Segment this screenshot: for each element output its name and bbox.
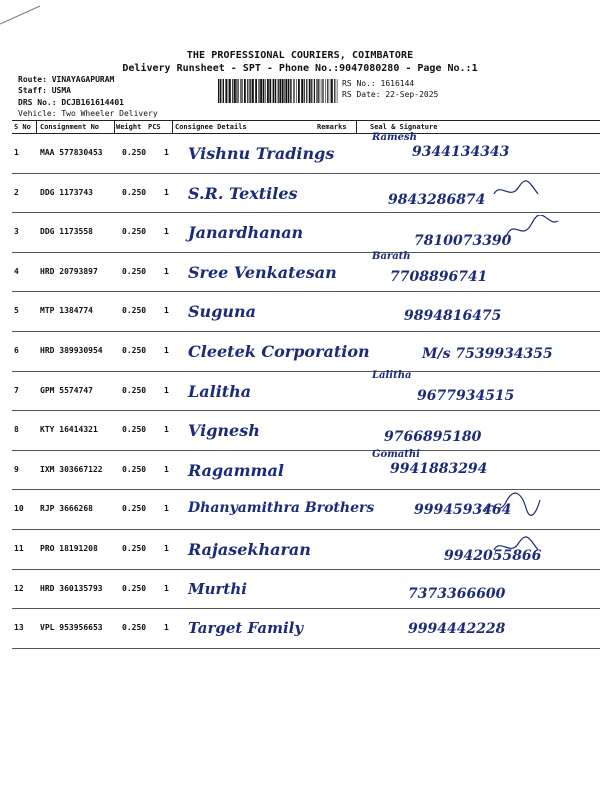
serial-number: 11 <box>14 543 24 553</box>
serial-number: 3 <box>14 227 19 237</box>
receiver-phone-handwritten: 9344134343 <box>412 144 510 160</box>
receiver-signature: Lalitha <box>372 369 412 381</box>
pieces-count: 1 <box>164 543 169 553</box>
barcode-bar <box>258 79 259 103</box>
consignee-handwritten: Janardhanan <box>188 223 304 243</box>
barcode-bar <box>236 79 237 103</box>
table-header <box>12 121 600 134</box>
col-consignee: Consignee Details <box>175 123 247 131</box>
consignment-number: HRD 360135793 <box>40 583 103 593</box>
barcode-bar <box>334 79 335 103</box>
barcode-bar <box>293 79 294 103</box>
consignment-number: MAA 577830453 <box>40 148 103 157</box>
signature-scribble <box>492 176 552 206</box>
drs-number: DRS No.: DCJB161614401 <box>18 98 124 107</box>
serial-number: 9 <box>14 464 19 474</box>
col-seal-signature: Seal & Signature <box>370 123 438 131</box>
consignment-number: HRD 389930954 <box>40 345 103 355</box>
table-row <box>12 411 600 451</box>
barcode-bar <box>284 79 285 103</box>
barcode-bar <box>222 79 223 103</box>
table-row <box>12 134 600 174</box>
table-row <box>12 448 600 491</box>
route-label: Route: VINAYAGAPURAM <box>18 75 115 84</box>
signature-scribble <box>482 374 542 404</box>
signature-scribble <box>492 294 552 324</box>
weight-value: 0.250 <box>122 345 147 355</box>
barcode-bar <box>290 79 291 103</box>
receiver-signature: Barath <box>372 250 411 262</box>
consignee-handwritten: Cleetek Corporation <box>188 341 370 361</box>
pieces-count: 1 <box>164 504 169 514</box>
pieces-count: 1 <box>164 345 169 355</box>
barcode-bar <box>321 79 322 103</box>
signature-scribble <box>492 413 552 443</box>
consignment-number: DDG 1173743 <box>40 187 93 197</box>
table-row <box>12 213 600 253</box>
serial-number: 2 <box>14 187 19 197</box>
barcode-bar <box>304 79 305 103</box>
consignee-handwritten: S.R. Textiles <box>188 183 298 203</box>
signature-scribble <box>482 611 542 641</box>
serial-number: 6 <box>14 345 19 355</box>
document-subtitle: Delivery Runsheet - SPT - Phone No.:9047080280 - Page No.:1 <box>122 63 478 74</box>
table-row <box>12 570 600 610</box>
weight-value: 0.250 <box>122 504 147 514</box>
barcode-bar <box>223 79 224 103</box>
consignee-handwritten: Vishnu Tradings <box>188 144 335 163</box>
pieces-count: 1 <box>164 266 169 276</box>
rs-number: RS No.: 1616144 <box>342 79 415 88</box>
table-row <box>12 332 600 372</box>
consignee-handwritten: Ragammal <box>188 460 284 480</box>
weight-value: 0.250 <box>122 385 147 395</box>
receiver-signature: Ramesh <box>372 132 417 143</box>
table-row <box>12 609 600 649</box>
barcode-bar <box>330 79 331 103</box>
barcode-bar <box>263 79 265 103</box>
consignment-number: RJP 3666268 <box>40 504 93 514</box>
serial-number: 1 <box>14 148 19 157</box>
receiver-phone-handwritten: 9941883294 <box>390 460 488 477</box>
barcode-bar <box>275 79 276 103</box>
consignment-number: PRO 18191208 <box>40 543 98 553</box>
table-row <box>12 530 600 570</box>
serial-number: 12 <box>14 583 24 593</box>
barcode-bar <box>323 79 324 103</box>
table-row <box>12 292 600 332</box>
pieces-count: 1 <box>164 187 169 197</box>
pieces-count: 1 <box>164 385 169 395</box>
weight-value: 0.250 <box>122 623 147 633</box>
consignment-number: DDG 1173558 <box>40 227 93 237</box>
consignee-handwritten: Dhanyamithra Brothers <box>188 500 375 517</box>
signature-scribble <box>492 532 552 562</box>
signature-scribble <box>502 334 562 364</box>
col-remarks: Remarks <box>317 123 347 131</box>
receiver-phone-handwritten: 7708896741 <box>390 268 488 285</box>
barcode-bar <box>322 79 323 103</box>
barcode-bar <box>229 79 231 103</box>
barcode-bar <box>267 79 269 103</box>
weight-value: 0.250 <box>122 583 147 593</box>
scan-corner-mark <box>0 0 600 40</box>
consignment-number: IXM 303667122 <box>40 464 103 474</box>
rs-date: RS Date: 22-Sep-2025 <box>342 90 439 99</box>
serial-number: 5 <box>14 306 19 316</box>
barcode-bar <box>234 79 236 103</box>
col-weight: Weight <box>116 123 142 131</box>
weight-value: 0.250 <box>122 543 147 553</box>
barcode-bar <box>260 79 262 103</box>
consignment-number: KTY 16414321 <box>40 425 98 435</box>
barcode-bar <box>291 79 292 103</box>
barcode-bar <box>327 79 328 103</box>
vehicle-label: Vehicle: Two Wheeler Delivery <box>18 109 158 118</box>
receiver-phone-handwritten: 9677934515 <box>417 387 515 404</box>
staff-label: Staff: USMA <box>18 86 71 95</box>
serial-number: 8 <box>14 425 19 435</box>
barcode-bar <box>282 79 284 103</box>
barcode-bar <box>225 79 227 103</box>
receiver-phone-handwritten: 9843286874 <box>388 191 486 208</box>
consignee-handwritten: Murthi <box>188 579 247 598</box>
barcode-bar <box>250 79 251 103</box>
weight-value: 0.250 <box>122 425 147 435</box>
signature-scribble <box>502 572 562 602</box>
receiver-phone-handwritten: 7373366600 <box>408 585 506 602</box>
consignee-handwritten: Lalitha <box>188 381 252 401</box>
barcode-bar <box>241 79 242 103</box>
table-row <box>12 369 600 412</box>
table-body <box>12 134 600 649</box>
document-title: THE PROFESSIONAL COURIERS, COIMBATORE <box>186 50 414 61</box>
receiver-phone-handwritten: 9994593464 <box>414 502 512 519</box>
barcode-bar <box>285 79 287 103</box>
table-row <box>12 174 600 214</box>
receiver-signature: Gomathi <box>372 448 420 460</box>
serial-number: 13 <box>14 623 24 633</box>
receiver-phone-handwritten: 9766895180 <box>384 429 482 446</box>
barcode-bar <box>298 79 300 103</box>
signature-scribble <box>482 255 542 285</box>
barcode-bar <box>255 79 257 103</box>
barcode-bar <box>249 79 250 103</box>
pieces-count: 1 <box>164 623 169 633</box>
consignment-number: VPL 953956653 <box>40 623 103 633</box>
weight-value: 0.250 <box>122 187 147 197</box>
signature-scribble <box>502 215 562 245</box>
barcode-bar <box>337 79 338 103</box>
serial-number: 7 <box>14 385 19 395</box>
barcode-bar <box>244 79 246 103</box>
consignment-number: HRD 20793897 <box>40 266 98 276</box>
barcode-bar <box>240 79 241 103</box>
signature-scribble <box>482 492 542 522</box>
consignee-handwritten: Suguna <box>188 302 257 322</box>
barcode-bar <box>269 79 271 103</box>
barcode-bar <box>238 79 239 103</box>
runsheet-table <box>12 120 600 649</box>
pieces-count: 1 <box>164 148 169 157</box>
barcode-bar <box>318 79 319 103</box>
receiver-phone-handwritten: M/s 7539934355 <box>422 345 553 362</box>
pieces-count: 1 <box>164 306 169 316</box>
barcode-bar <box>314 79 315 103</box>
receiver-phone-handwritten: 9994442228 <box>408 621 506 638</box>
barcode-bar <box>273 79 275 103</box>
barcode-bar <box>296 79 297 103</box>
receiver-phone-handwritten: 9894816475 <box>404 308 502 325</box>
barcode-bar <box>228 79 229 103</box>
barcode-bar <box>232 79 233 103</box>
barcode-bar <box>252 79 254 103</box>
pieces-count: 1 <box>164 464 169 474</box>
table-row <box>12 250 600 293</box>
barcode-bar <box>306 79 307 103</box>
barcode-bar <box>309 79 311 103</box>
consignee-handwritten: Sree Venkatesan <box>188 262 337 282</box>
barcode-bar <box>265 79 266 103</box>
barcode-bar <box>301 79 303 103</box>
consignee-handwritten: Target Family <box>188 619 304 638</box>
barcode-bar <box>218 79 219 103</box>
barcode-bar <box>288 79 289 103</box>
pieces-count: 1 <box>164 227 169 237</box>
barcode-bar <box>220 79 221 103</box>
barcode <box>218 79 338 103</box>
col-consignment: Consignment No <box>40 123 100 131</box>
signature-scribble <box>482 136 542 166</box>
barcode-bar <box>278 79 279 103</box>
pieces-count: 1 <box>164 425 169 435</box>
table-row <box>12 490 600 530</box>
receiver-phone-handwritten: 7810073390 <box>414 233 512 250</box>
consignment-number: GPM 5574747 <box>40 385 93 395</box>
col-pcs: PCS <box>148 123 161 131</box>
signature-scribble <box>502 453 562 483</box>
serial-number: 10 <box>14 504 24 514</box>
barcode-bar <box>279 79 281 103</box>
barcode-bar <box>325 79 326 103</box>
barcode-bar <box>311 79 312 103</box>
consignment-number: MTP 1384774 <box>40 306 93 316</box>
weight-value: 0.250 <box>122 266 147 276</box>
barcode-bar <box>316 79 317 103</box>
receiver-phone-handwritten: 9942055866 <box>444 547 542 564</box>
consignee-handwritten: Rajasekharan <box>188 539 311 559</box>
consignee-handwritten: Vignesh <box>188 421 260 441</box>
barcode-bar <box>331 79 333 103</box>
weight-value: 0.250 <box>122 464 147 474</box>
pieces-count: 1 <box>164 583 169 593</box>
col-sno: S No <box>14 123 31 131</box>
weight-value: 0.250 <box>122 227 147 237</box>
weight-value: 0.250 <box>122 306 147 316</box>
serial-number: 4 <box>14 266 19 276</box>
weight-value: 0.250 <box>122 148 147 157</box>
barcode-bar <box>247 79 248 103</box>
